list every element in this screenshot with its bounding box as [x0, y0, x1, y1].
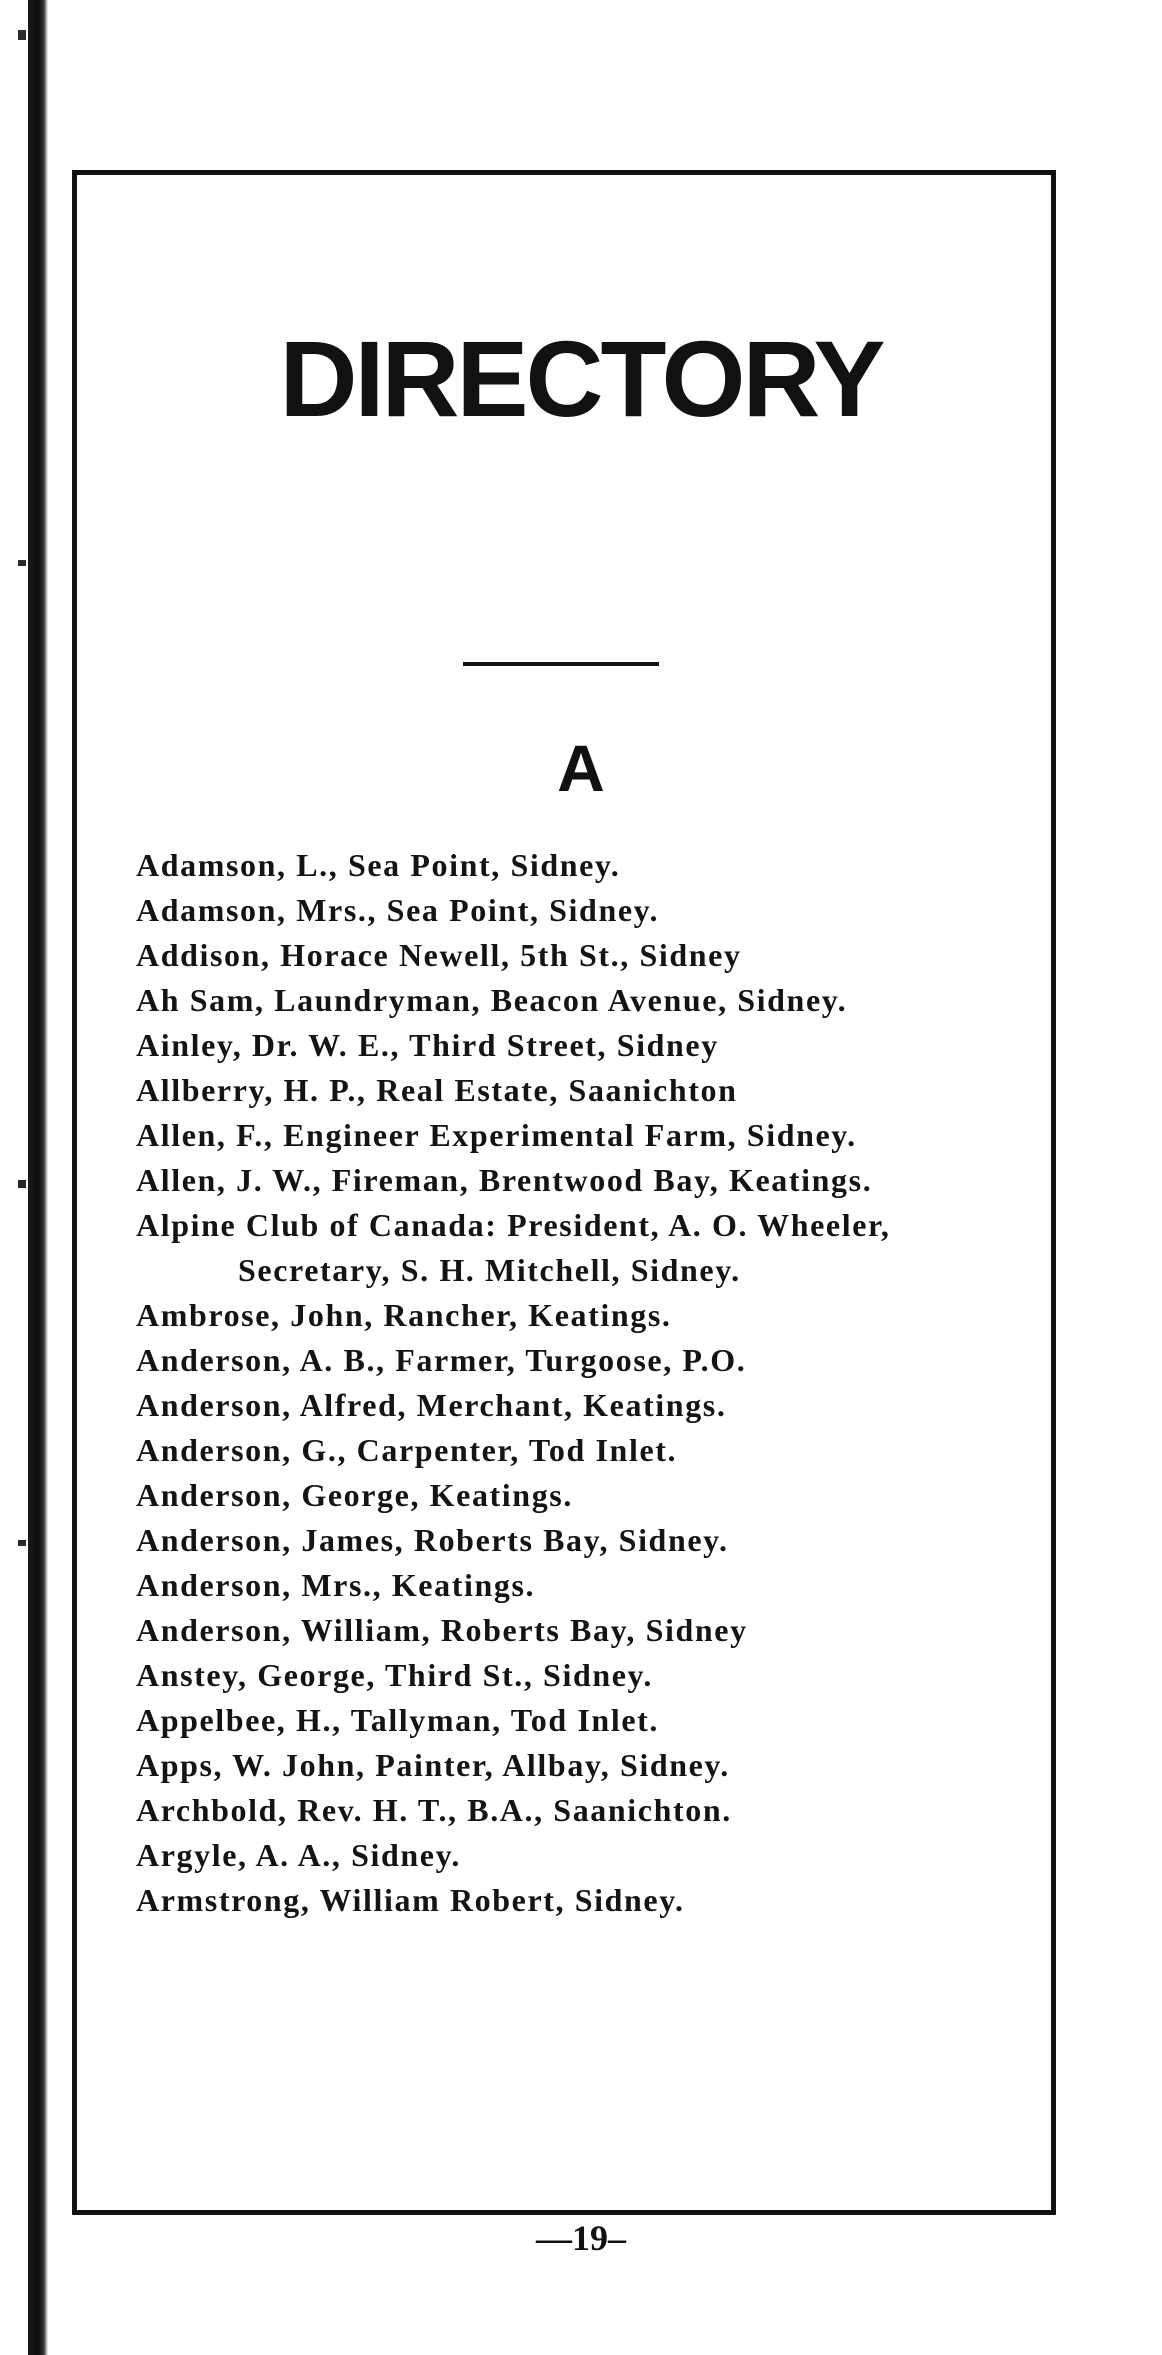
directory-entry: Allen, F., Engineer Experimental Farm, Sidney. — [136, 1117, 857, 1153]
directory-entry: Anderson, G., Carpenter, Tod Inlet. — [136, 1432, 678, 1468]
page-title: DIRECTORY — [279, 318, 883, 439]
directory-entry: Ainley, Dr. W. E., Third Street, Sidney — [136, 1027, 719, 1063]
directory-entry: Allen, J. W., Fireman, Brentwood Bay, Keatings. — [136, 1162, 873, 1198]
directory-entry-list — [136, 843, 1016, 1923]
directory-entry: Ah Sam, Laundryman, Beacon Avenue, Sidney. — [136, 982, 848, 1018]
directory-entry: Appelbee, H., Tallyman, Tod Inlet. — [136, 1702, 659, 1738]
title-divider-rule — [463, 662, 659, 666]
directory-entry: Addison, Horace Newell, 5th St., Sidney — [136, 937, 742, 973]
directory-entry: Anderson, Mrs., Keatings. — [136, 1567, 536, 1603]
section-letter-heading: A — [557, 731, 605, 805]
binding-speck — [18, 1540, 26, 1546]
directory-entry: Anderson, A. B., Farmer, Turgoose, P.O. — [136, 1342, 747, 1378]
binding-speck — [18, 1180, 26, 1188]
directory-entry: Anderson, George, Keatings. — [136, 1477, 573, 1513]
directory-entry: Ambrose, John, Rancher, Keatings. — [136, 1297, 672, 1333]
directory-entry: Apps, W. John, Painter, Allbay, Sidney. — [136, 1747, 730, 1783]
binding-speck — [18, 30, 26, 40]
binding-speck — [18, 560, 26, 566]
directory-entry: Archbold, Rev. H. T., B.A., Saanichton. — [136, 1792, 732, 1828]
directory-entry: Anderson, William, Roberts Bay, Sidney — [136, 1612, 748, 1648]
directory-entry: Adamson, L., Sea Point, Sidney. — [136, 847, 621, 883]
directory-entry: Allberry, H. P., Real Estate, Saanichton — [136, 1072, 738, 1108]
page-number: —19– — [536, 2218, 626, 2258]
directory-entry: Argyle, A. A., Sidney. — [136, 1837, 462, 1873]
directory-entry: Anderson, James, Roberts Bay, Sidney. — [136, 1522, 729, 1558]
directory-entry: Anderson, Alfred, Merchant, Keatings. — [136, 1387, 727, 1423]
directory-entry: Armstrong, William Robert, Sidney. — [136, 1882, 685, 1918]
directory-entry: Alpine Club of Canada: President, A. O. Wheeler, Secretary, S. H. Mitchell, Sidney. — [136, 1207, 891, 1288]
directory-entry: Anstey, George, Third St., Sidney. — [136, 1657, 653, 1693]
directory-entry: Adamson, Mrs., Sea Point, Sidney. — [136, 892, 660, 928]
